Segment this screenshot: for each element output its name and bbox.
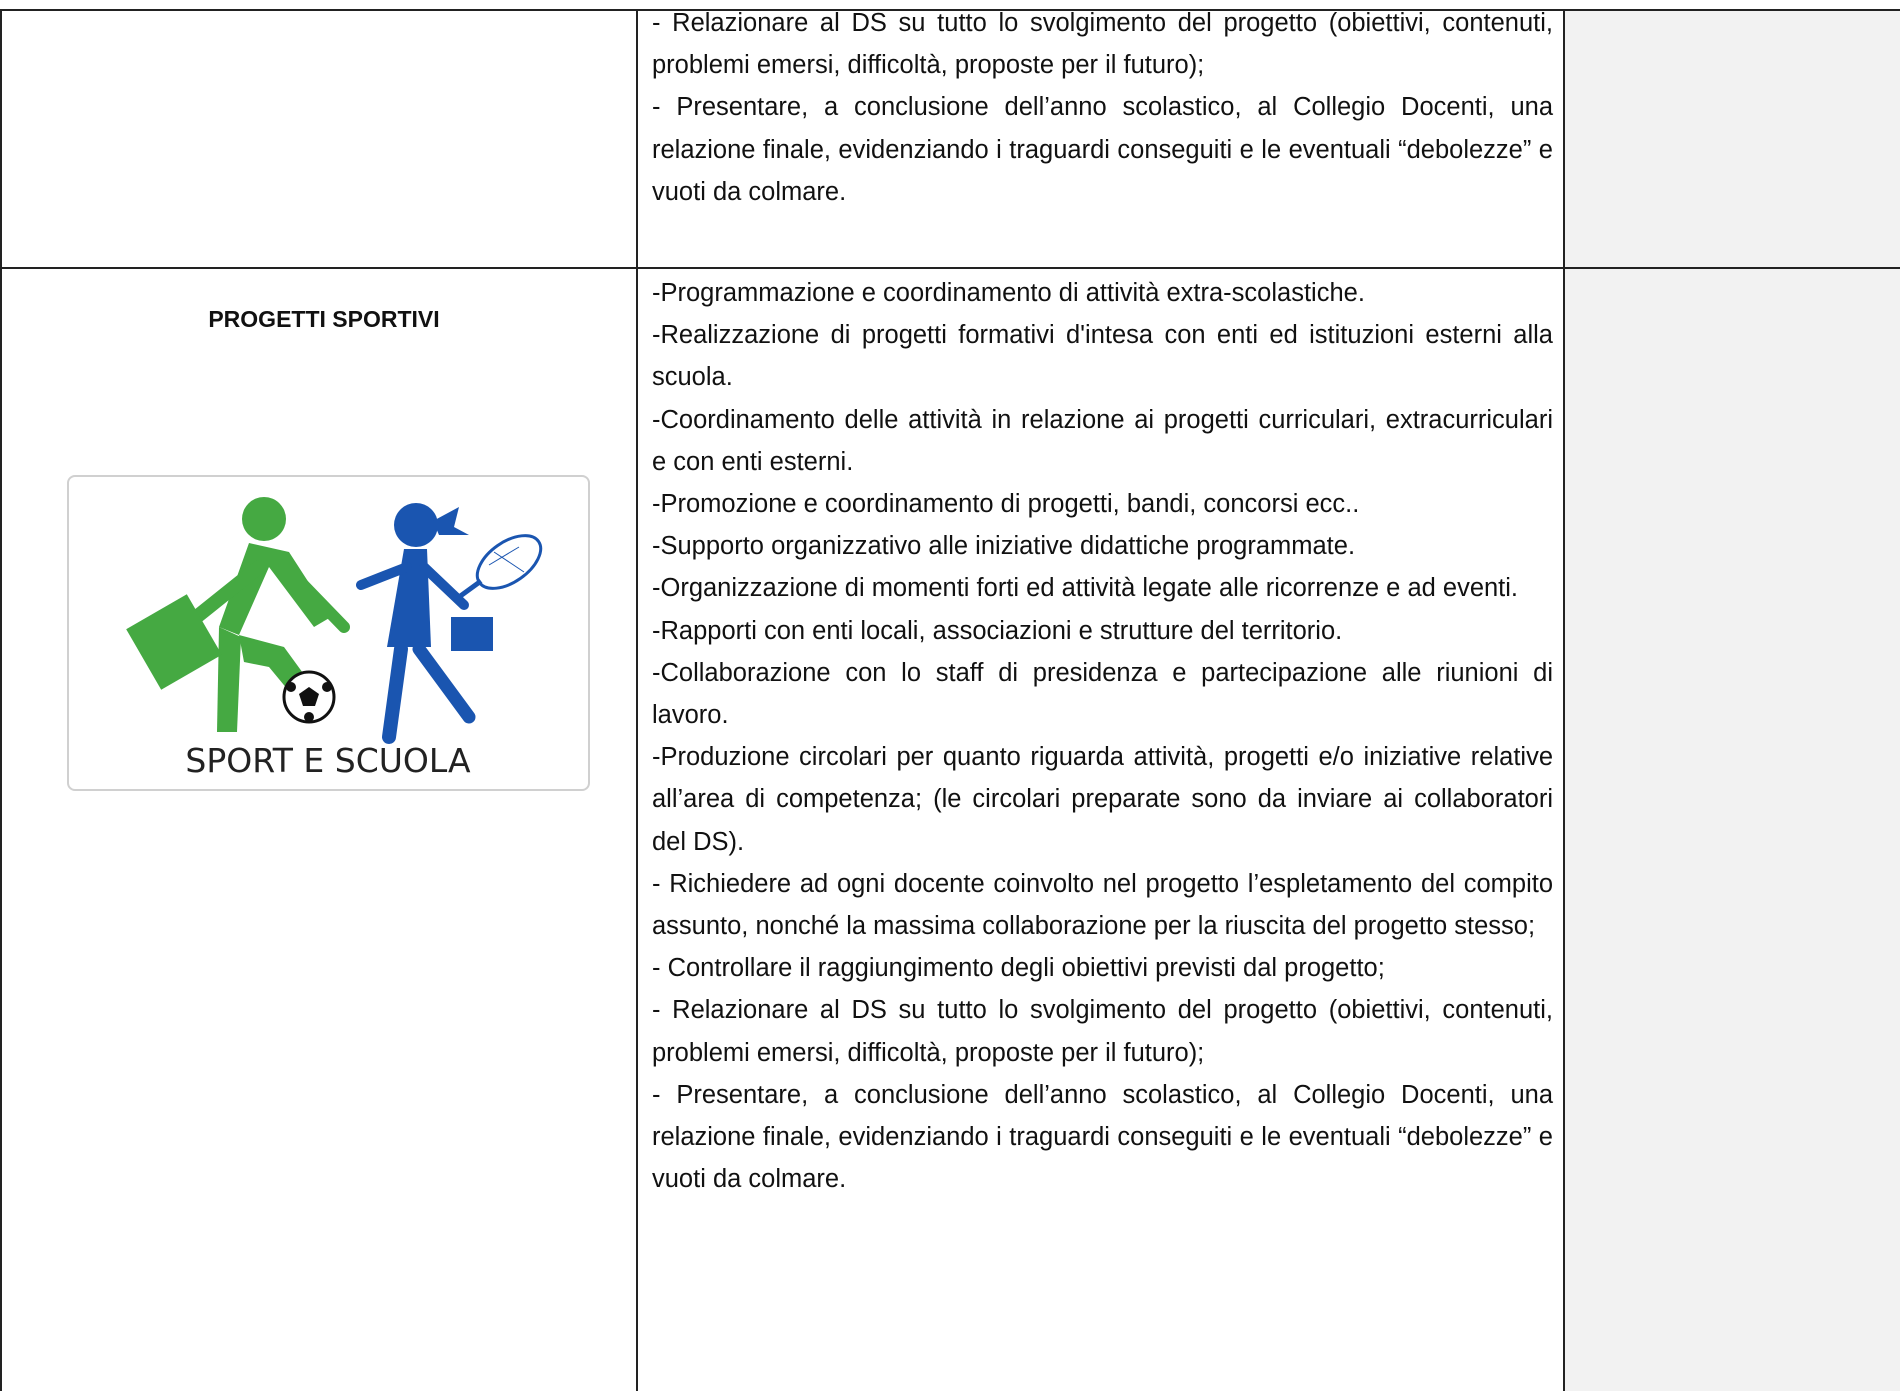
duty-item: - Relazionare al DS su tutto lo svolgimento del progetto (obiettivi, contenuti, problemi emersi, difficoltà, proposte per il futuro); [652, 9, 1553, 80]
sport-duties [652, 272, 1553, 1200]
sport-e-scuola-logo [67, 475, 590, 791]
duty-item: - Presentare, a conclusione dell’anno scolastico, al Collegio Docenti, una relazione finale, evidenziando i traguardi conseguiti e le eventuali “debolezze” e vuoti da colmare. [652, 93, 1553, 206]
table-column-divider-2 [1563, 9, 1565, 1391]
duty-item: - Richiedere ad ogni docente coinvolto nel progetto l’espletamento del compito assunto, nonché la massima collaborazione per la riuscita del progetto stesso; [652, 869, 1553, 941]
duty-item: -Realizzazione di progetti formativi d'intesa con enti ed istituzioni esterni alla scuola. [652, 321, 1553, 392]
top-row-duties [652, 2, 1553, 213]
table-row-divider [0, 267, 1900, 269]
duty-item: -Organizzazione di momenti forti ed attività legate alle ricorrenze e ad eventi. [652, 574, 1519, 603]
duty-item: -Produzione circolari per quanto riguarda attività, progetti e/o iniziative relative all’area di competenza; (le circolari preparate sono da inviare ai collaboratori del DS). [652, 743, 1553, 856]
tennis-racket-icon [459, 525, 550, 599]
duty-item: -Coordinamento delle attività in relazione ai progetti curriculari, extracurriculari e con enti esterni. [652, 405, 1553, 476]
duty-item: -Supporto organizzativo alle iniziative didattiche programmate. [652, 532, 1356, 561]
duty-item: - Presentare, a conclusione dell’anno scolastico, al Collegio Docenti, una relazione finale, evidenziando i traguardi conseguiti e le eventuali “debolezze” e vuoti da colmare. [652, 1080, 1553, 1194]
blue-tennis-figure [361, 503, 493, 737]
table-column-divider-1 [636, 9, 638, 1391]
right-column-shade [1565, 10, 1900, 1391]
duty-item: -Programmazione e coordinamento di attività extra-scolastiche. [652, 279, 1365, 307]
duty-item: - Controllare il raggiungimento degli obiettivi previsti dal progetto; [652, 954, 1385, 983]
logo-text: SPORT E SCUOLA [185, 741, 471, 780]
soccer-ball-icon [284, 672, 334, 722]
duty-item: -Collaborazione con lo staff di presidenza e partecipazione alle riunioni di lavoro. [652, 658, 1553, 730]
table-border-left [0, 9, 2, 1391]
section-title: PROGETTI SPORTIVI [208, 306, 440, 332]
duty-item: -Promozione e coordinamento di progetti, bandi, concorsi ecc.. [652, 490, 1360, 519]
duty-item: -Rapporti con enti locali, associazioni e strutture del territorio. [652, 616, 1343, 645]
duty-item: - Relazionare al DS su tutto lo svolgimento del progetto (obiettivi, contenuti, problemi emersi, difficoltà, proposte per il futuro); [652, 996, 1553, 1067]
